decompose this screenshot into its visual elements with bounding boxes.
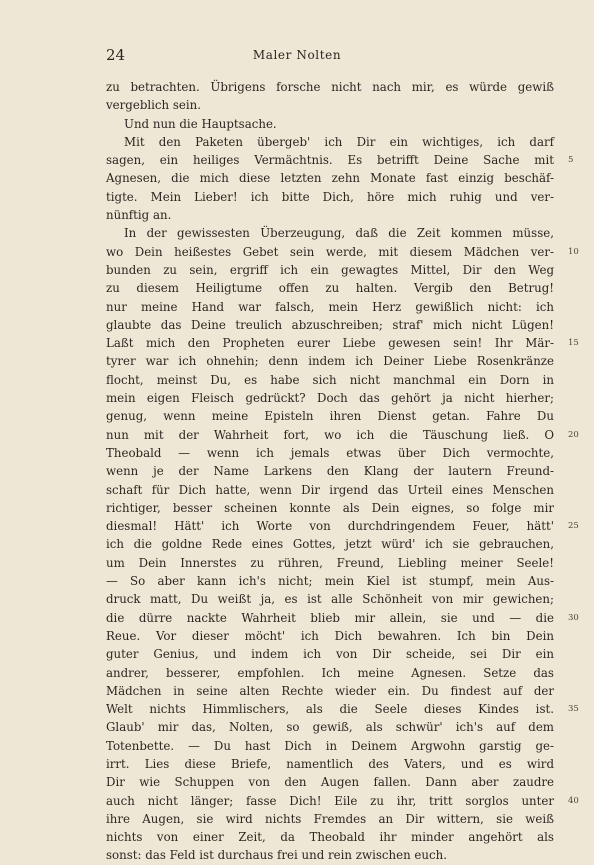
text-line bbox=[106, 426, 579, 444]
text-line bbox=[106, 224, 554, 242]
line-text: Dir wie Schuppen von den Augen fallen. Dann aber zaudre bbox=[106, 775, 554, 790]
text-line bbox=[106, 627, 554, 645]
text-line bbox=[106, 371, 554, 389]
line-text: sagen, ein heiliges Vermächtnis. Es betrifft Deine Sache mit bbox=[106, 153, 554, 168]
line-text: diesmal! Hätt' ich Worte von durchdringendem Feuer, hätt' bbox=[106, 519, 554, 534]
page-number: 24 bbox=[106, 46, 126, 64]
running-title: Maler Nolten bbox=[252, 48, 342, 62]
text-line bbox=[106, 810, 554, 828]
text-line bbox=[106, 828, 554, 846]
text-line bbox=[106, 846, 554, 864]
line-text: Totenbette. — Du hast Dich in Deinem Argwohn garstig ge- bbox=[106, 738, 554, 753]
line-number: 30 bbox=[568, 612, 579, 623]
text-line bbox=[106, 188, 554, 206]
line-number: 15 bbox=[568, 338, 579, 349]
line-text: ich die goldne Rede eines Gottes, jetzt würd' ich sie gebrauchen, bbox=[106, 537, 554, 552]
line-text: nun mit der Wahrheit fort, wo ich die Täuschung ließ. O bbox=[106, 427, 554, 442]
text-line bbox=[106, 737, 554, 755]
text-line bbox=[106, 590, 554, 608]
text-line bbox=[106, 96, 554, 114]
line-text: guter Genius, und indem ich von Dir scheide, sei Dir ein bbox=[106, 647, 554, 662]
line-number: 40 bbox=[568, 795, 579, 806]
text-line bbox=[106, 243, 579, 261]
text-line bbox=[106, 444, 554, 462]
line-number: 25 bbox=[568, 521, 579, 532]
line-text: andrer, besserer, empfohlen. Ich meine Agnesen. Setze das bbox=[106, 665, 554, 680]
line-text: tyrer war ich ohnehin; denn indem ich Deiner Liebe Rosenkränze bbox=[106, 354, 554, 369]
line-text: um Dein Innerstes zu rühren, Freund, Liebling meiner Seele! bbox=[106, 555, 554, 570]
text-line bbox=[106, 261, 554, 279]
line-number: 35 bbox=[568, 704, 579, 715]
text-line bbox=[106, 279, 554, 297]
text-line bbox=[106, 169, 554, 187]
text-line bbox=[106, 718, 554, 736]
line-number: 20 bbox=[568, 429, 579, 440]
line-text: glaubte das Deine treulich abzuschreiben; straf' mich nicht Lügen! bbox=[106, 317, 554, 332]
text-line bbox=[106, 389, 554, 407]
line-text: genug, wenn meine Episteln ihren Dienst getan. Fahre Du bbox=[106, 409, 554, 424]
line-text: nur meine Hand war falsch, mein Herz gewißlich nicht: ich bbox=[106, 299, 554, 314]
text-line bbox=[106, 481, 554, 499]
text-line bbox=[106, 664, 554, 682]
text-line bbox=[106, 316, 554, 334]
line-text: auch nicht länger; fasse Dich! Eile zu ihr, tritt sorglos unter bbox=[106, 793, 554, 808]
text-line bbox=[106, 572, 554, 590]
text-line bbox=[106, 462, 554, 480]
line-text: ihre Augen, sie wird nichts Fremdes an Dir wittern, sie weiß bbox=[106, 811, 554, 826]
line-text: Reue. Vor dieser möcht' ich Dich bewahren. Ich bin Dein bbox=[106, 628, 554, 643]
line-text: wo Dein heißestes Gebet sein werde, mit diesem Mädchen ver- bbox=[106, 244, 554, 259]
line-text: Und nun die Hauptsache. bbox=[124, 116, 277, 131]
text-line bbox=[106, 78, 554, 96]
line-text: Theobald — wenn ich jemals etwas über Dich vermochte, bbox=[106, 445, 554, 460]
text-line bbox=[106, 115, 554, 133]
text-line bbox=[106, 133, 554, 151]
line-text: mein eigen Fleisch gedrückt? Doch das gehört ja nicht hierher; bbox=[106, 391, 554, 406]
text-line bbox=[106, 645, 554, 663]
text-line bbox=[106, 499, 554, 517]
text-line bbox=[106, 407, 554, 425]
text-line bbox=[106, 151, 574, 169]
text-line bbox=[106, 773, 554, 791]
line-text: Mit den Paketen übergeb' ich Dir ein wichtiges, ich darf bbox=[124, 134, 554, 149]
text-line bbox=[106, 609, 579, 627]
body-text bbox=[106, 78, 579, 865]
line-text: irrt. Lies diese Briefe, namentlich des Vaters, und es wird bbox=[106, 756, 554, 771]
line-text: flocht, meinst Du, es habe sich nicht manchmal ein Dorn in bbox=[106, 372, 554, 387]
line-text: druck matt, Du weißt ja, es ist alle Schönheit von mir gewichen; bbox=[106, 592, 554, 607]
text-line bbox=[106, 535, 554, 553]
line-text: Agnesen, die mich diese letzten zehn Monate fast einzig beschäf- bbox=[106, 171, 554, 186]
line-text: bunden zu sein, ergriff ich ein gewagtes Mittel, Dir den Weg bbox=[106, 262, 554, 277]
line-text: nünftig an. bbox=[106, 208, 172, 223]
text-line bbox=[106, 700, 579, 718]
line-text: richtiger, besser scheinen konnte als Dein eignes, so folge mir bbox=[106, 500, 554, 515]
line-text: die dürre nackte Wahrheit blieb mir allein, sie und — die bbox=[106, 610, 554, 625]
line-number: 10 bbox=[568, 246, 579, 257]
line-text: Mädchen in seine alten Rechte wieder ein. Du findest auf der bbox=[106, 683, 554, 698]
line-text: vergeblich sein. bbox=[106, 98, 202, 113]
line-text: nichts von einer Zeit, da Theobald ihr minder angehört als bbox=[106, 830, 554, 845]
line-number: 5 bbox=[568, 155, 574, 166]
text-line bbox=[106, 682, 554, 700]
line-text: zu betrachten. Übrigens forsche nicht nach mir, es würde gewiß bbox=[106, 80, 554, 94]
line-text: wenn je der Name Larkens den Klang der lautern Freund- bbox=[106, 464, 554, 479]
text-line bbox=[106, 298, 554, 316]
page-header bbox=[0, 0, 594, 80]
line-text: In der gewissesten Überzeugung, daß die Zeit kommen müsse, bbox=[124, 226, 554, 241]
line-text: — So aber kann ich's nicht; mein Kiel ist stumpf, mein Aus- bbox=[106, 574, 554, 589]
text-line bbox=[106, 792, 579, 810]
text-line bbox=[106, 554, 554, 572]
text-line bbox=[106, 755, 554, 773]
line-text: Glaub' mir das, Nolten, so gewiß, als schwür' ich's auf dem bbox=[106, 720, 554, 735]
text-line bbox=[106, 206, 554, 224]
line-text: Welt nichts Himmlischers, als die Seele dieses Kindes ist. bbox=[106, 702, 554, 717]
text-line bbox=[106, 352, 554, 370]
line-text: zu diesem Heiligtume offen zu halten. Vergib den Betrug! bbox=[106, 281, 554, 296]
line-text: Laßt mich den Propheten eurer Liebe gewesen sein! Ihr Mär- bbox=[106, 336, 554, 351]
text-line bbox=[106, 334, 579, 352]
line-text: schaft für Dich hatte, wenn Dir irgend das Urteil eines Menschen bbox=[106, 482, 554, 497]
line-text: sonst: das Feld ist durchaus frei und rein zwischen euch. bbox=[106, 848, 447, 863]
line-text: tigte. Mein Lieber! ich bitte Dich, höre mich ruhig und ver- bbox=[106, 189, 554, 204]
text-line bbox=[106, 517, 579, 535]
